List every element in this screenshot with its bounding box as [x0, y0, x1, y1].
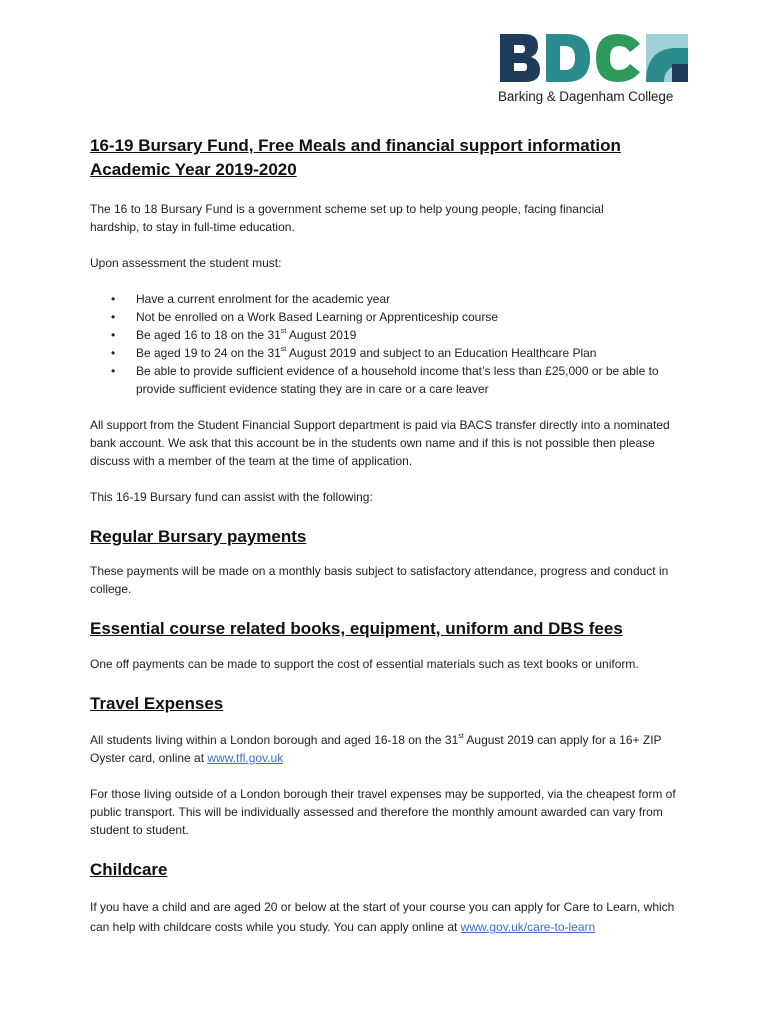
assessment-lead: Upon assessment the student must:: [90, 256, 282, 270]
list-item-text: Not be enrolled on a Work Based Learning or Apprenticeship course: [136, 310, 498, 324]
support-paragraph: All support from the Student Financial Support department is paid via BACS transfer directly into a nominated bank account. We ask that this account be in the students own name and if this is not possible then please discuss with a member of the team at the time of application.: [90, 418, 670, 468]
assist-paragraph: This 16-19 Bursary fund can assist with the following:: [90, 490, 373, 504]
bullet-icon: •: [111, 292, 116, 306]
title-line-2: Academic Year 2019-2020: [90, 160, 297, 179]
childcare-heading: Childcare: [90, 860, 168, 879]
college-logo: [498, 30, 690, 110]
superscript: st: [280, 328, 287, 335]
travel-text: August 2019 can apply for a 16+ ZIP Oyster card, online at: [90, 733, 662, 765]
college-name: Barking & Dagenham College: [498, 89, 674, 104]
bullet-icon: •: [111, 310, 116, 324]
list-item: [90, 290, 690, 308]
list-item-text: Be able to provide sufficient evidence of a household income that’s less than £25,000 or be able to provide sufficient evidence stating they are in care or a care leaver: [136, 364, 659, 396]
travel-paragraph-2: For those living outside of a London borough their travel expenses may be supported, via the cheapest form of public transport. This will be individually assessed and therefore the monthly amount awarded can vary from student to student.: [90, 787, 676, 837]
regular-bursary-text: These payments will be made on a monthly basis subject to satisfactory attendance, progress and conduct in college.: [90, 564, 669, 596]
childcare-paragraph: [90, 897, 690, 937]
travel-paragraph-1: [90, 731, 690, 767]
travel-expenses-heading: Travel Expenses: [90, 694, 224, 713]
superscript: st: [458, 733, 464, 740]
travel-text: All students living within a London borough and aged 16-18 on the 31: [90, 733, 459, 747]
list-item-text: August 2019: [286, 328, 357, 342]
list-item-text: Have a current enrolment for the academic year: [136, 292, 391, 306]
list-item: [90, 344, 690, 362]
title-line-1: 16-19 Bursary Fund, Free Meals and financial support information: [90, 136, 621, 155]
list-item: [90, 326, 690, 344]
list-item-text: Be aged 19 to 24 on the 31: [136, 346, 281, 360]
list-item: [90, 308, 690, 326]
bullet-icon: •: [111, 364, 116, 378]
childcare-text: If you have a child and are aged 20 or below at the start of your course you can apply for Care to Learn, which can help with childcare costs while you study. You can apply online at: [90, 900, 675, 934]
bdc-logo-mark: [498, 30, 690, 86]
regular-bursary-heading: Regular Bursary payments: [90, 527, 307, 546]
eligibility-list: [90, 290, 690, 398]
list-item-text: August 2019 and subject to an Education Healthcare Plan: [286, 346, 597, 360]
document-body: [90, 134, 690, 937]
page-title: [90, 134, 690, 182]
list-item-text: Be aged 16 to 18 on the 31: [136, 328, 281, 342]
bullet-icon: •: [111, 346, 116, 360]
care-to-learn-link[interactable]: www.gov.uk/care-to-learn: [460, 920, 596, 934]
essential-costs-heading: Essential course related books, equipment, uniform and DBS fees: [90, 619, 623, 638]
superscript: st: [280, 346, 287, 353]
bullet-icon: •: [111, 328, 116, 342]
list-item: [90, 362, 690, 398]
essential-costs-text: One off payments can be made to support the cost of essential materials such as text books or uniform.: [90, 657, 639, 671]
tfl-link[interactable]: www.tfl.gov.uk: [207, 751, 284, 765]
intro-paragraph: The 16 to 18 Bursary Fund is a government scheme set up to help young people, facing financial hardship, to stay in full-time education.: [90, 202, 604, 234]
